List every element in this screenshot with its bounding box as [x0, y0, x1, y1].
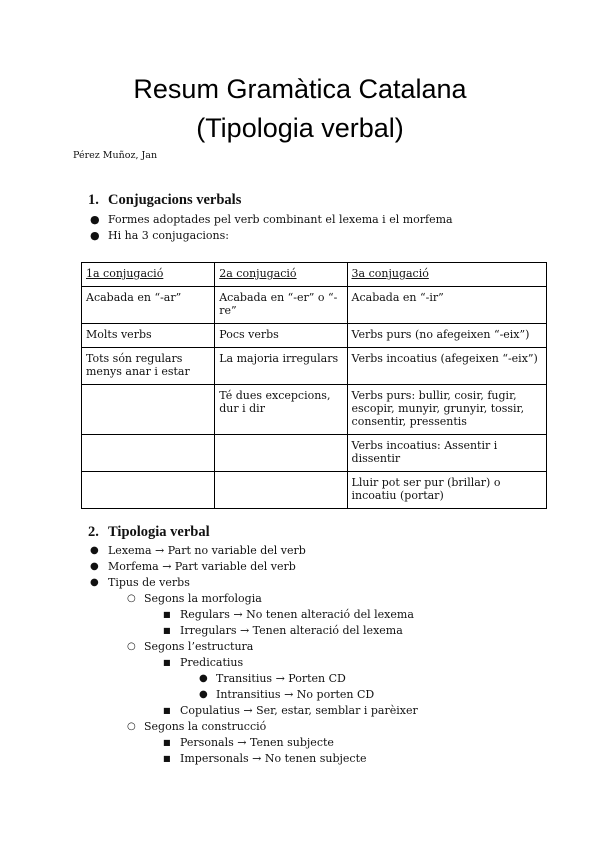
list-item-text: Transitius → Porten CD	[216, 672, 346, 685]
table-cell	[82, 472, 215, 509]
square-bullet-icon: ■	[163, 738, 171, 747]
table-cell: Verbs incoatius (afegeixen “-eix”)	[347, 348, 546, 385]
bullet-icon: ●	[90, 561, 99, 572]
table-cell: La majoria irregulars	[215, 348, 347, 385]
list-item	[90, 719, 418, 735]
table-row	[82, 385, 547, 435]
table-cell	[215, 435, 347, 472]
list-item	[90, 212, 453, 228]
bullet-text: Formes adoptades pel verb combinant el lexema i el morfema	[108, 213, 453, 226]
table-cell: Acabada en “-ir”	[347, 287, 546, 324]
list-item	[90, 703, 418, 719]
list-item	[90, 735, 418, 751]
square-bullet-icon: ■	[163, 658, 171, 667]
table-row	[82, 348, 547, 385]
bullet-icon: ●	[199, 689, 208, 700]
section1-bullets	[90, 212, 453, 244]
list-item-text: Irregulars → Tenen alteració del lexema	[180, 624, 403, 637]
table-header-cell: 3a conjugació	[347, 263, 546, 287]
author-name: Pérez Muñoz, Jan	[73, 150, 158, 161]
table-row	[82, 324, 547, 348]
list-item-text: Segons l’estructura	[144, 640, 254, 653]
table-cell: Verbs purs: bullir, cosir, fugir, escopir, munyir, grunyir, tossir, consentir, pressentis	[347, 385, 546, 435]
list-item	[90, 687, 418, 703]
bullet-icon: ●	[90, 213, 100, 226]
list-item	[90, 575, 418, 591]
list-item	[90, 623, 418, 639]
bullet-icon: ●	[199, 673, 208, 684]
table-cell: Verbs incoatius: Assentir i dissentir	[347, 435, 546, 472]
table-cell: Acabada en “-er” o “-re”	[215, 287, 347, 324]
list-item-text: Tipus de verbs	[108, 576, 190, 589]
section2-title: Tipologia verbal	[108, 524, 210, 540]
table-header-cell: 1a conjugació	[82, 263, 215, 287]
bullet-icon: ●	[90, 577, 99, 588]
table-cell: Acabada en “-ar”	[82, 287, 215, 324]
bullet-text: Hi ha 3 conjugacions:	[108, 229, 229, 242]
table-row	[82, 435, 547, 472]
table-cell: Tots són regulars menys anar i estar	[82, 348, 215, 385]
table-header-cell: 2a conjugació	[215, 263, 347, 287]
document-title-line1: Resum Gramàtica Catalana	[133, 74, 467, 104]
table-row	[82, 472, 547, 509]
list-item	[90, 751, 418, 767]
list-item	[90, 559, 418, 575]
conjugations-table	[81, 262, 547, 509]
table-cell	[215, 472, 347, 509]
hollow-bullet-icon: ○	[127, 641, 136, 652]
list-item-text: Segons la morfologia	[144, 592, 262, 605]
list-item-text: Regulars → No tenen alteració del lexema	[180, 608, 414, 621]
section2-heading	[88, 524, 210, 541]
list-item-text: Segons la construcció	[144, 720, 267, 733]
table-row	[82, 287, 547, 324]
section1-number: 1.	[88, 192, 99, 208]
list-item	[90, 591, 418, 607]
list-item	[90, 228, 453, 244]
document-title-line2: (Tipologia verbal)	[196, 113, 404, 143]
section1-heading	[88, 192, 241, 209]
table-cell	[82, 385, 215, 435]
list-item-text: Copulatius → Ser, estar, semblar i parèixer	[180, 704, 418, 717]
table-cell: Lluir pot ser pur (brillar) o incoatiu (portar)	[347, 472, 546, 509]
list-item-text: Predicatius	[180, 656, 244, 669]
table-cell	[82, 435, 215, 472]
table-cell: Verbs purs (no afegeixen “-eix”)	[347, 324, 546, 348]
table-cell: Té dues excepcions, dur i dir	[215, 385, 347, 435]
square-bullet-icon: ■	[163, 706, 171, 715]
list-item-text: Intransitius → No porten CD	[216, 688, 375, 701]
section1-title: Conjugacions verbals	[108, 192, 242, 208]
list-item-text: Personals → Tenen subjecte	[180, 736, 334, 749]
list-item	[90, 671, 418, 687]
square-bullet-icon: ■	[163, 626, 171, 635]
square-bullet-icon: ■	[163, 610, 171, 619]
list-item-text: Morfema → Part variable del verb	[108, 560, 296, 573]
list-item-text: Impersonals → No tenen subjecte	[180, 752, 367, 765]
hollow-bullet-icon: ○	[127, 593, 136, 604]
table-cell: Molts verbs	[82, 324, 215, 348]
section2-number: 2.	[88, 524, 99, 540]
hollow-bullet-icon: ○	[127, 721, 136, 732]
bullet-icon: ●	[90, 545, 99, 556]
verb-typology-list	[90, 543, 418, 767]
table-cell: Pocs verbs	[215, 324, 347, 348]
square-bullet-icon: ■	[163, 754, 171, 763]
list-item	[90, 655, 418, 671]
list-item-text: Lexema → Part no variable del verb	[108, 544, 306, 557]
list-item	[90, 639, 418, 655]
bullet-icon: ●	[90, 229, 100, 242]
table-header-row	[82, 263, 547, 287]
list-item	[90, 543, 418, 559]
list-item	[90, 607, 418, 623]
